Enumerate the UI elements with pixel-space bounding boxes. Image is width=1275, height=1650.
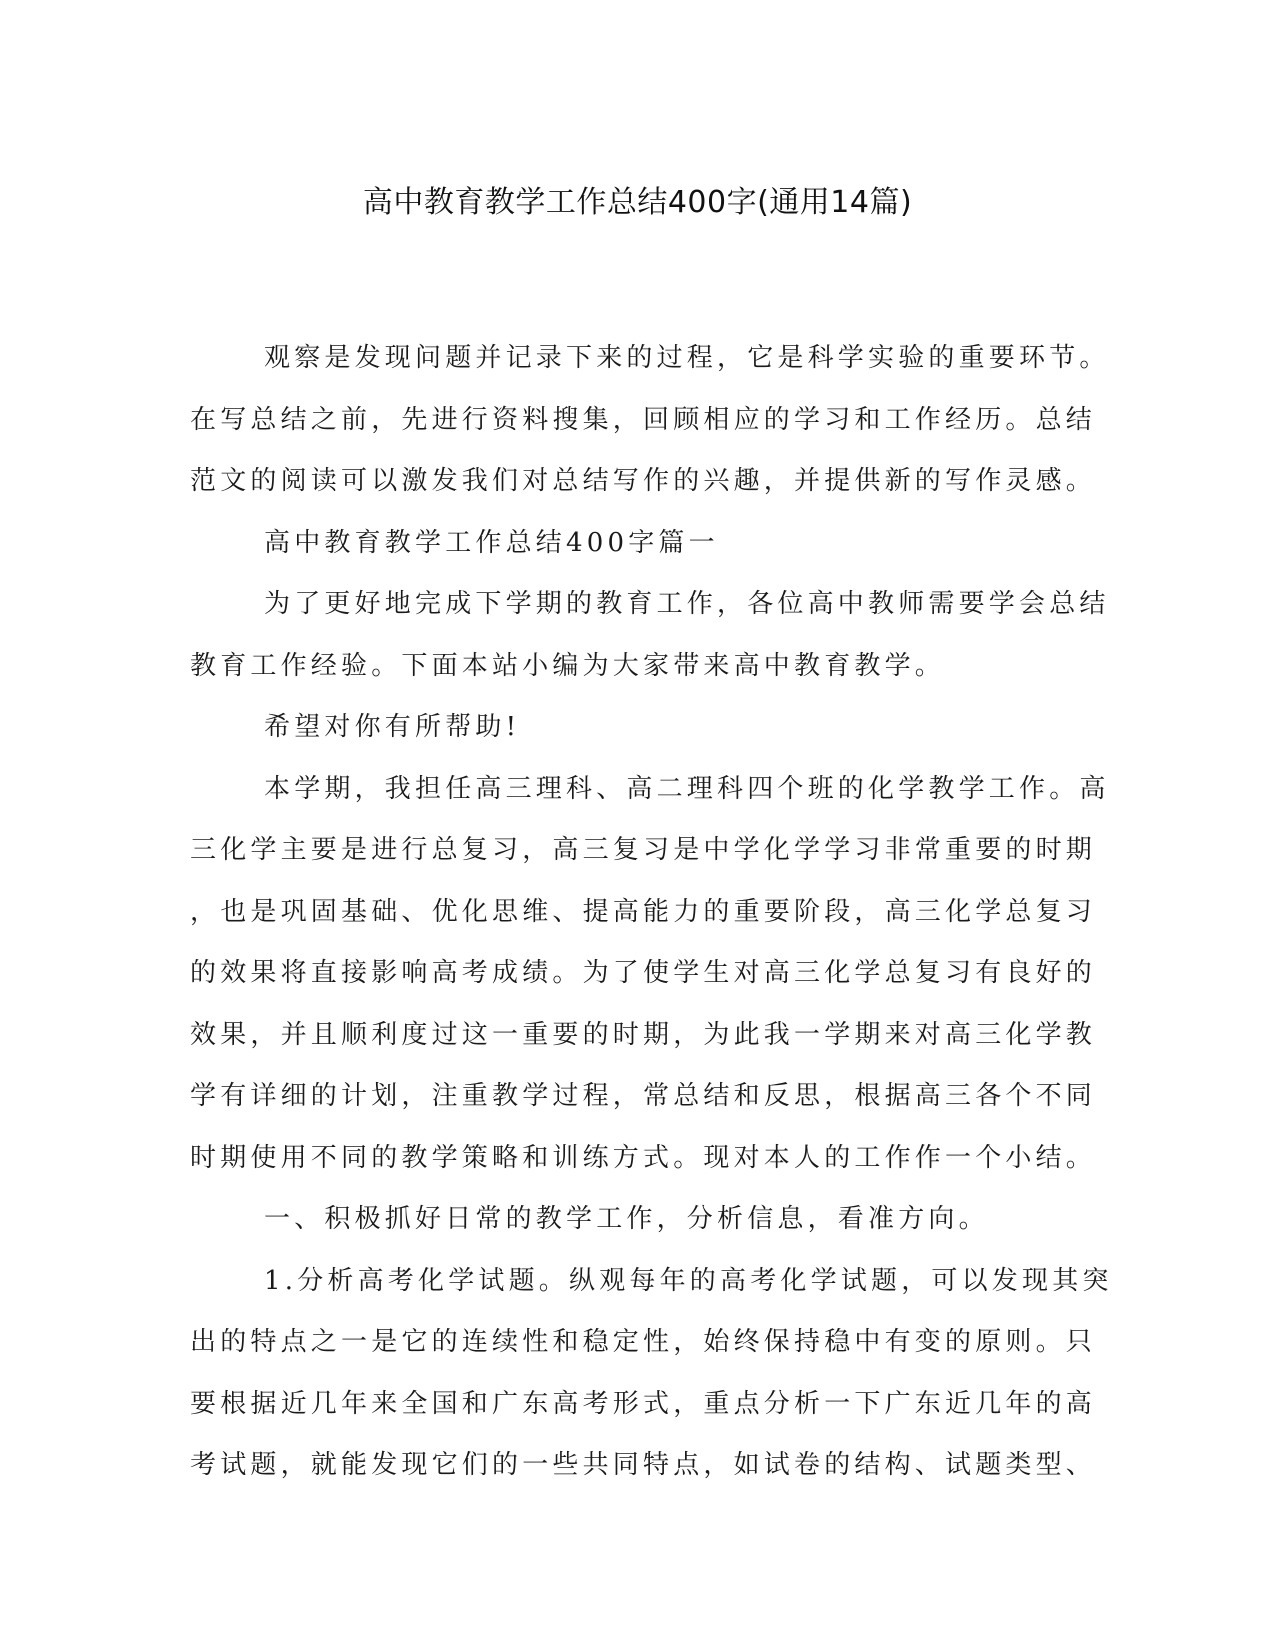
text-line: 在写总结之前，先进行资料搜集，回顾相应的学习和工作经历。总结	[190, 404, 1097, 435]
text-line: 1.分析高考化学试题。纵观每年的高考化学试题，可以发现其突	[264, 1265, 1113, 1296]
text-line: 效果，并且顺利度过这一重要的时期，为此我一学期来对高三化学教	[190, 1019, 1097, 1050]
text-line: 要根据近几年来全国和广东高考形式，重点分析一下广东近几年的高	[190, 1388, 1097, 1419]
text-line: 一、积极抓好日常的教学工作，分析信息，看准方向。	[264, 1204, 989, 1234]
text-line: ，也是巩固基础、优化思维、提高能力的重要阶段，高三化学总复习	[190, 896, 1097, 927]
text-line: 教育工作经验。下面本站小编为大家带来高中教育教学。	[190, 650, 946, 681]
text-line: 的效果将直接影响高考成绩。为了使学生对高三化学总复习有良好的	[190, 958, 1097, 988]
intro-paragraph	[190, 328, 1110, 513]
main-paragraph	[190, 759, 1110, 1190]
text-line: 高中教育教学工作总结400字篇一	[264, 527, 719, 558]
text-line: 希望对你有所帮助!	[264, 712, 521, 742]
text-line: 观察是发现问题并记录下来的过程，它是科学实验的重要环节。	[264, 343, 1110, 373]
text-line: 出的特点之一是它的连续性和稳定性，始终保持稳中有变的原则。只	[190, 1327, 1097, 1357]
analysis-paragraph	[190, 1251, 1113, 1497]
preface-paragraph	[190, 574, 1110, 697]
text-line: 为了更好地完成下学期的教育工作，各位高中教师需要学会总结	[264, 589, 1110, 619]
document-body	[190, 328, 1113, 1497]
text-line: 学有详细的计划，注重教学过程，常总结和反思，根据高三各个不同	[190, 1081, 1097, 1111]
text-line: 时期使用不同的教学策略和训练方式。现对本人的工作作一个小结。	[190, 1142, 1097, 1173]
text-line: 考试题，就能发现它们的一些共同特点，如试卷的结构、试题类型、	[190, 1450, 1097, 1480]
text-line: 范文的阅读可以激发我们对总结写作的兴趣，并提供新的写作灵感。	[190, 466, 1097, 496]
section-heading-part-one	[190, 513, 1080, 575]
document-title: 高中教育教学工作总结400字(通用14篇)	[362, 185, 913, 220]
text-line: 三化学主要是进行总复习，高三复习是中学化学学习非常重要的时期	[190, 835, 1097, 865]
wish-paragraph	[190, 697, 1080, 759]
text-line: 本学期，我担任高三理科、高二理科四个班的化学教学工作。高	[264, 773, 1110, 804]
section-heading-one	[190, 1189, 1080, 1251]
